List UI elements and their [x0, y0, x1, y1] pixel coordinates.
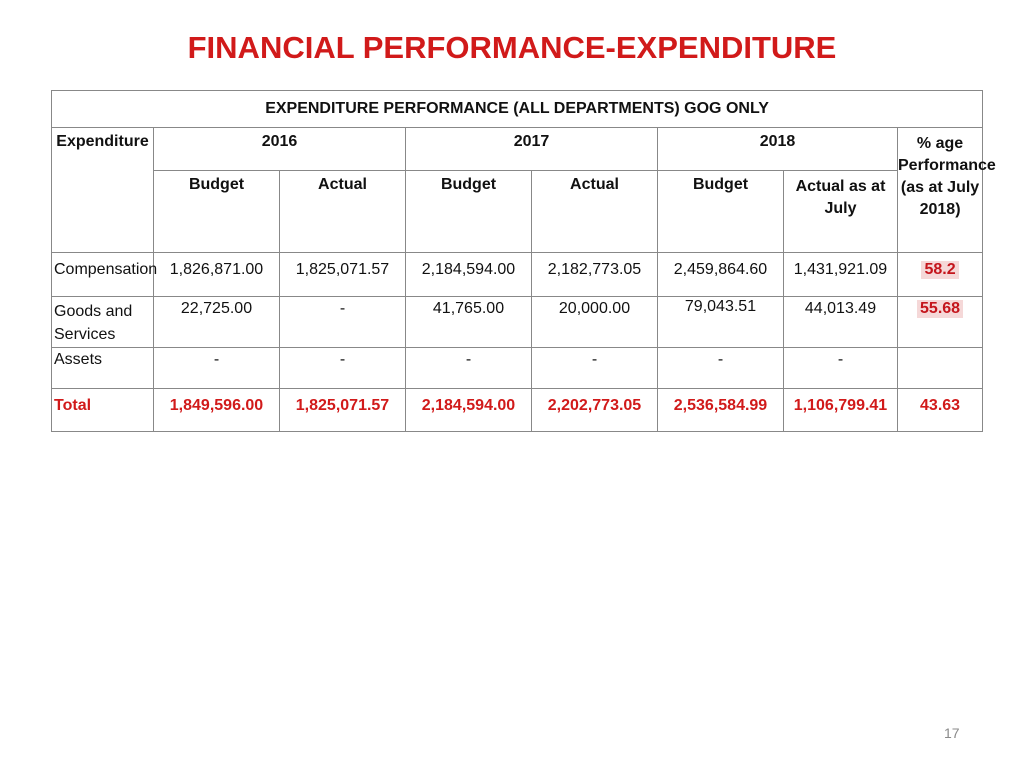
table-cell: - [406, 348, 532, 389]
table-cell: 79,043.51 [658, 297, 784, 348]
table-caption: EXPENDITURE PERFORMANCE (ALL DEPARTMENTS) GOG ONLY [52, 91, 983, 128]
table-cell: 1,849,596.00 [154, 389, 280, 432]
year-header-2017: 2017 [406, 128, 658, 171]
column-header-performance: % age Performance (as at July 2018) [898, 128, 983, 253]
table-cell: 1,825,071.57 [280, 253, 406, 297]
table-cell: 1,431,921.09 [784, 253, 898, 297]
year-header-2016: 2016 [154, 128, 406, 171]
row-label: Compensation [52, 253, 154, 297]
row-label: Goods and Services [52, 297, 154, 348]
table-cell: 2,184,594.00 [406, 389, 532, 432]
table-cell: - [532, 348, 658, 389]
table-cell: 2,459,864.60 [658, 253, 784, 297]
performance-cell [898, 348, 983, 389]
subheader-budget-2017: Budget [406, 171, 532, 253]
subheader-budget-2016: Budget [154, 171, 280, 253]
performance-cell [898, 297, 983, 348]
performance-value: 58.2 [921, 261, 958, 279]
subheader-budget-2018: Budget [658, 171, 784, 253]
table-cell: 2,202,773.05 [532, 389, 658, 432]
table-row [52, 253, 983, 297]
page-number: 17 [944, 725, 960, 741]
performance-value: 43.63 [898, 389, 983, 432]
table-cell: - [784, 348, 898, 389]
table-cell: - [154, 348, 280, 389]
table-cell: 2,536,584.99 [658, 389, 784, 432]
table-cell: 41,765.00 [406, 297, 532, 348]
table-row-total [52, 389, 983, 432]
page-title: FINANCIAL PERFORMANCE-EXPENDITURE [187, 30, 837, 65]
expenditure-table [51, 90, 996, 432]
performance-value: 55.68 [917, 300, 963, 318]
table-cell: 1,826,871.00 [154, 253, 280, 297]
subheader-actual-2018: Actual as at July [784, 171, 898, 253]
table-cell: 20,000.00 [532, 297, 658, 348]
table-cell: 1,106,799.41 [784, 389, 898, 432]
table-cell: 2,182,773.05 [532, 253, 658, 297]
table-cell: 1,825,071.57 [280, 389, 406, 432]
row-label: Total [52, 389, 154, 432]
table-cell: - [280, 348, 406, 389]
table-row [52, 297, 983, 348]
table-cell: 2,184,594.00 [406, 253, 532, 297]
table-cell: 22,725.00 [154, 297, 280, 348]
performance-cell [898, 253, 983, 297]
subheader-actual-2016: Actual [280, 171, 406, 253]
table-cell: - [280, 297, 406, 348]
year-header-2018: 2018 [658, 128, 898, 171]
table-cell: 44,013.49 [784, 297, 898, 348]
row-label: Assets [52, 348, 154, 389]
column-header-expenditure: Expenditure [52, 128, 154, 253]
table-row [52, 348, 983, 389]
table-cell: - [658, 348, 784, 389]
subheader-actual-2017: Actual [532, 171, 658, 253]
